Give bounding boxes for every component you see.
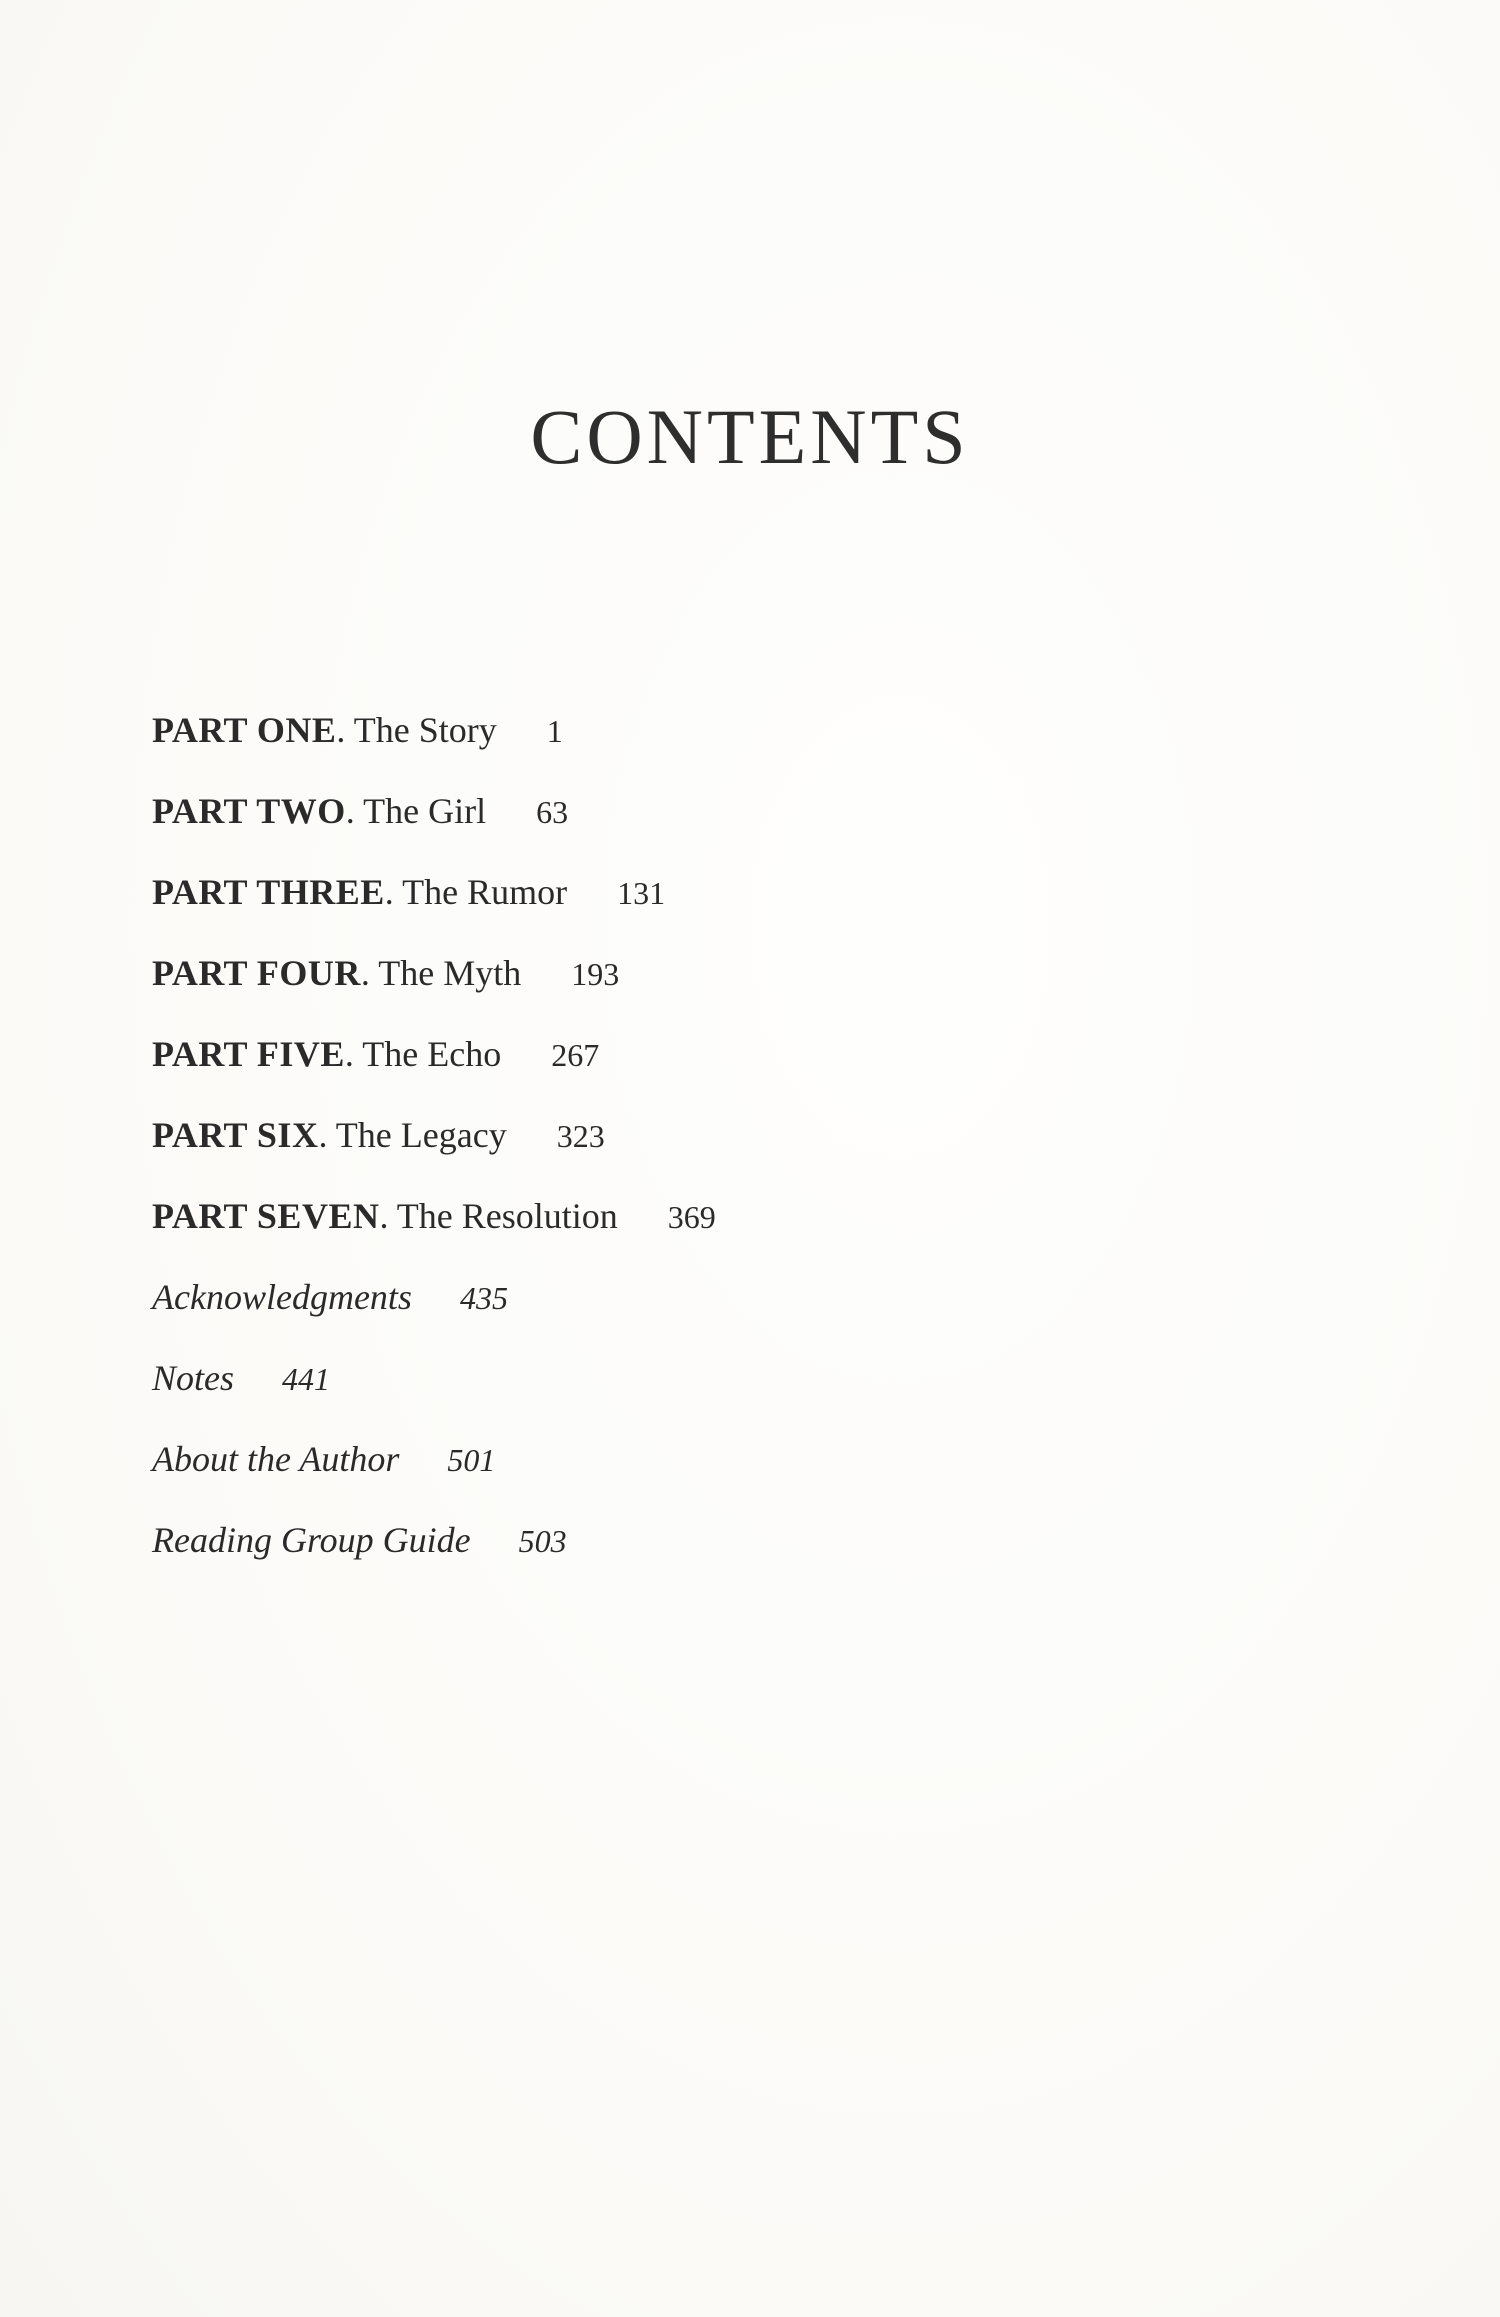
toc-entry-part-three: [152, 862, 716, 943]
part-label: PART FIVE: [152, 1034, 345, 1074]
entry-title: Acknowledgments: [152, 1277, 412, 1317]
page-number: 63: [536, 794, 569, 830]
entry-title: About the Author: [152, 1439, 400, 1479]
table-of-contents: [152, 700, 716, 1591]
part-title: . The Legacy: [318, 1115, 507, 1155]
contents-heading: CONTENTS: [530, 393, 970, 480]
page-number: 193: [571, 956, 620, 992]
toc-entry-part-six: [152, 1105, 716, 1186]
part-label: PART ONE: [152, 710, 337, 750]
part-label: PART TWO: [152, 791, 346, 831]
part-title: . The Story: [336, 710, 497, 750]
part-title: . The Resolution: [379, 1196, 618, 1236]
toc-entry-part-seven: [152, 1186, 716, 1267]
page-number: 501: [447, 1442, 496, 1478]
toc-entry-about-the-author: [152, 1429, 716, 1510]
page-number: 131: [617, 875, 666, 911]
entry-title: Notes: [152, 1358, 235, 1398]
page-number: 435: [459, 1280, 508, 1316]
toc-entry-part-five: [152, 1024, 716, 1105]
part-label: PART SEVEN: [152, 1196, 380, 1236]
part-label: PART SIX: [152, 1115, 319, 1155]
page-number: 323: [556, 1118, 605, 1154]
page-number: 1: [546, 713, 563, 749]
page-number: 369: [667, 1199, 716, 1235]
part-label: PART FOUR: [152, 953, 361, 993]
part-title: . The Myth: [360, 953, 522, 993]
part-title: . The Rumor: [384, 872, 568, 912]
toc-entry-reading-group-guide: [152, 1510, 716, 1591]
page-number: 503: [518, 1523, 567, 1559]
toc-entry-notes: [152, 1348, 716, 1429]
entry-title: Reading Group Guide: [152, 1520, 471, 1560]
part-title: . The Echo: [344, 1034, 502, 1074]
page-number: 267: [551, 1037, 600, 1073]
toc-entry-acknowledgments: [152, 1267, 716, 1348]
toc-entry-part-one: [152, 700, 716, 781]
toc-entry-part-two: [152, 781, 716, 862]
part-title: . The Girl: [345, 791, 487, 831]
page-number: 441: [282, 1361, 331, 1397]
part-label: PART THREE: [152, 872, 385, 912]
toc-entry-part-four: [152, 943, 716, 1024]
